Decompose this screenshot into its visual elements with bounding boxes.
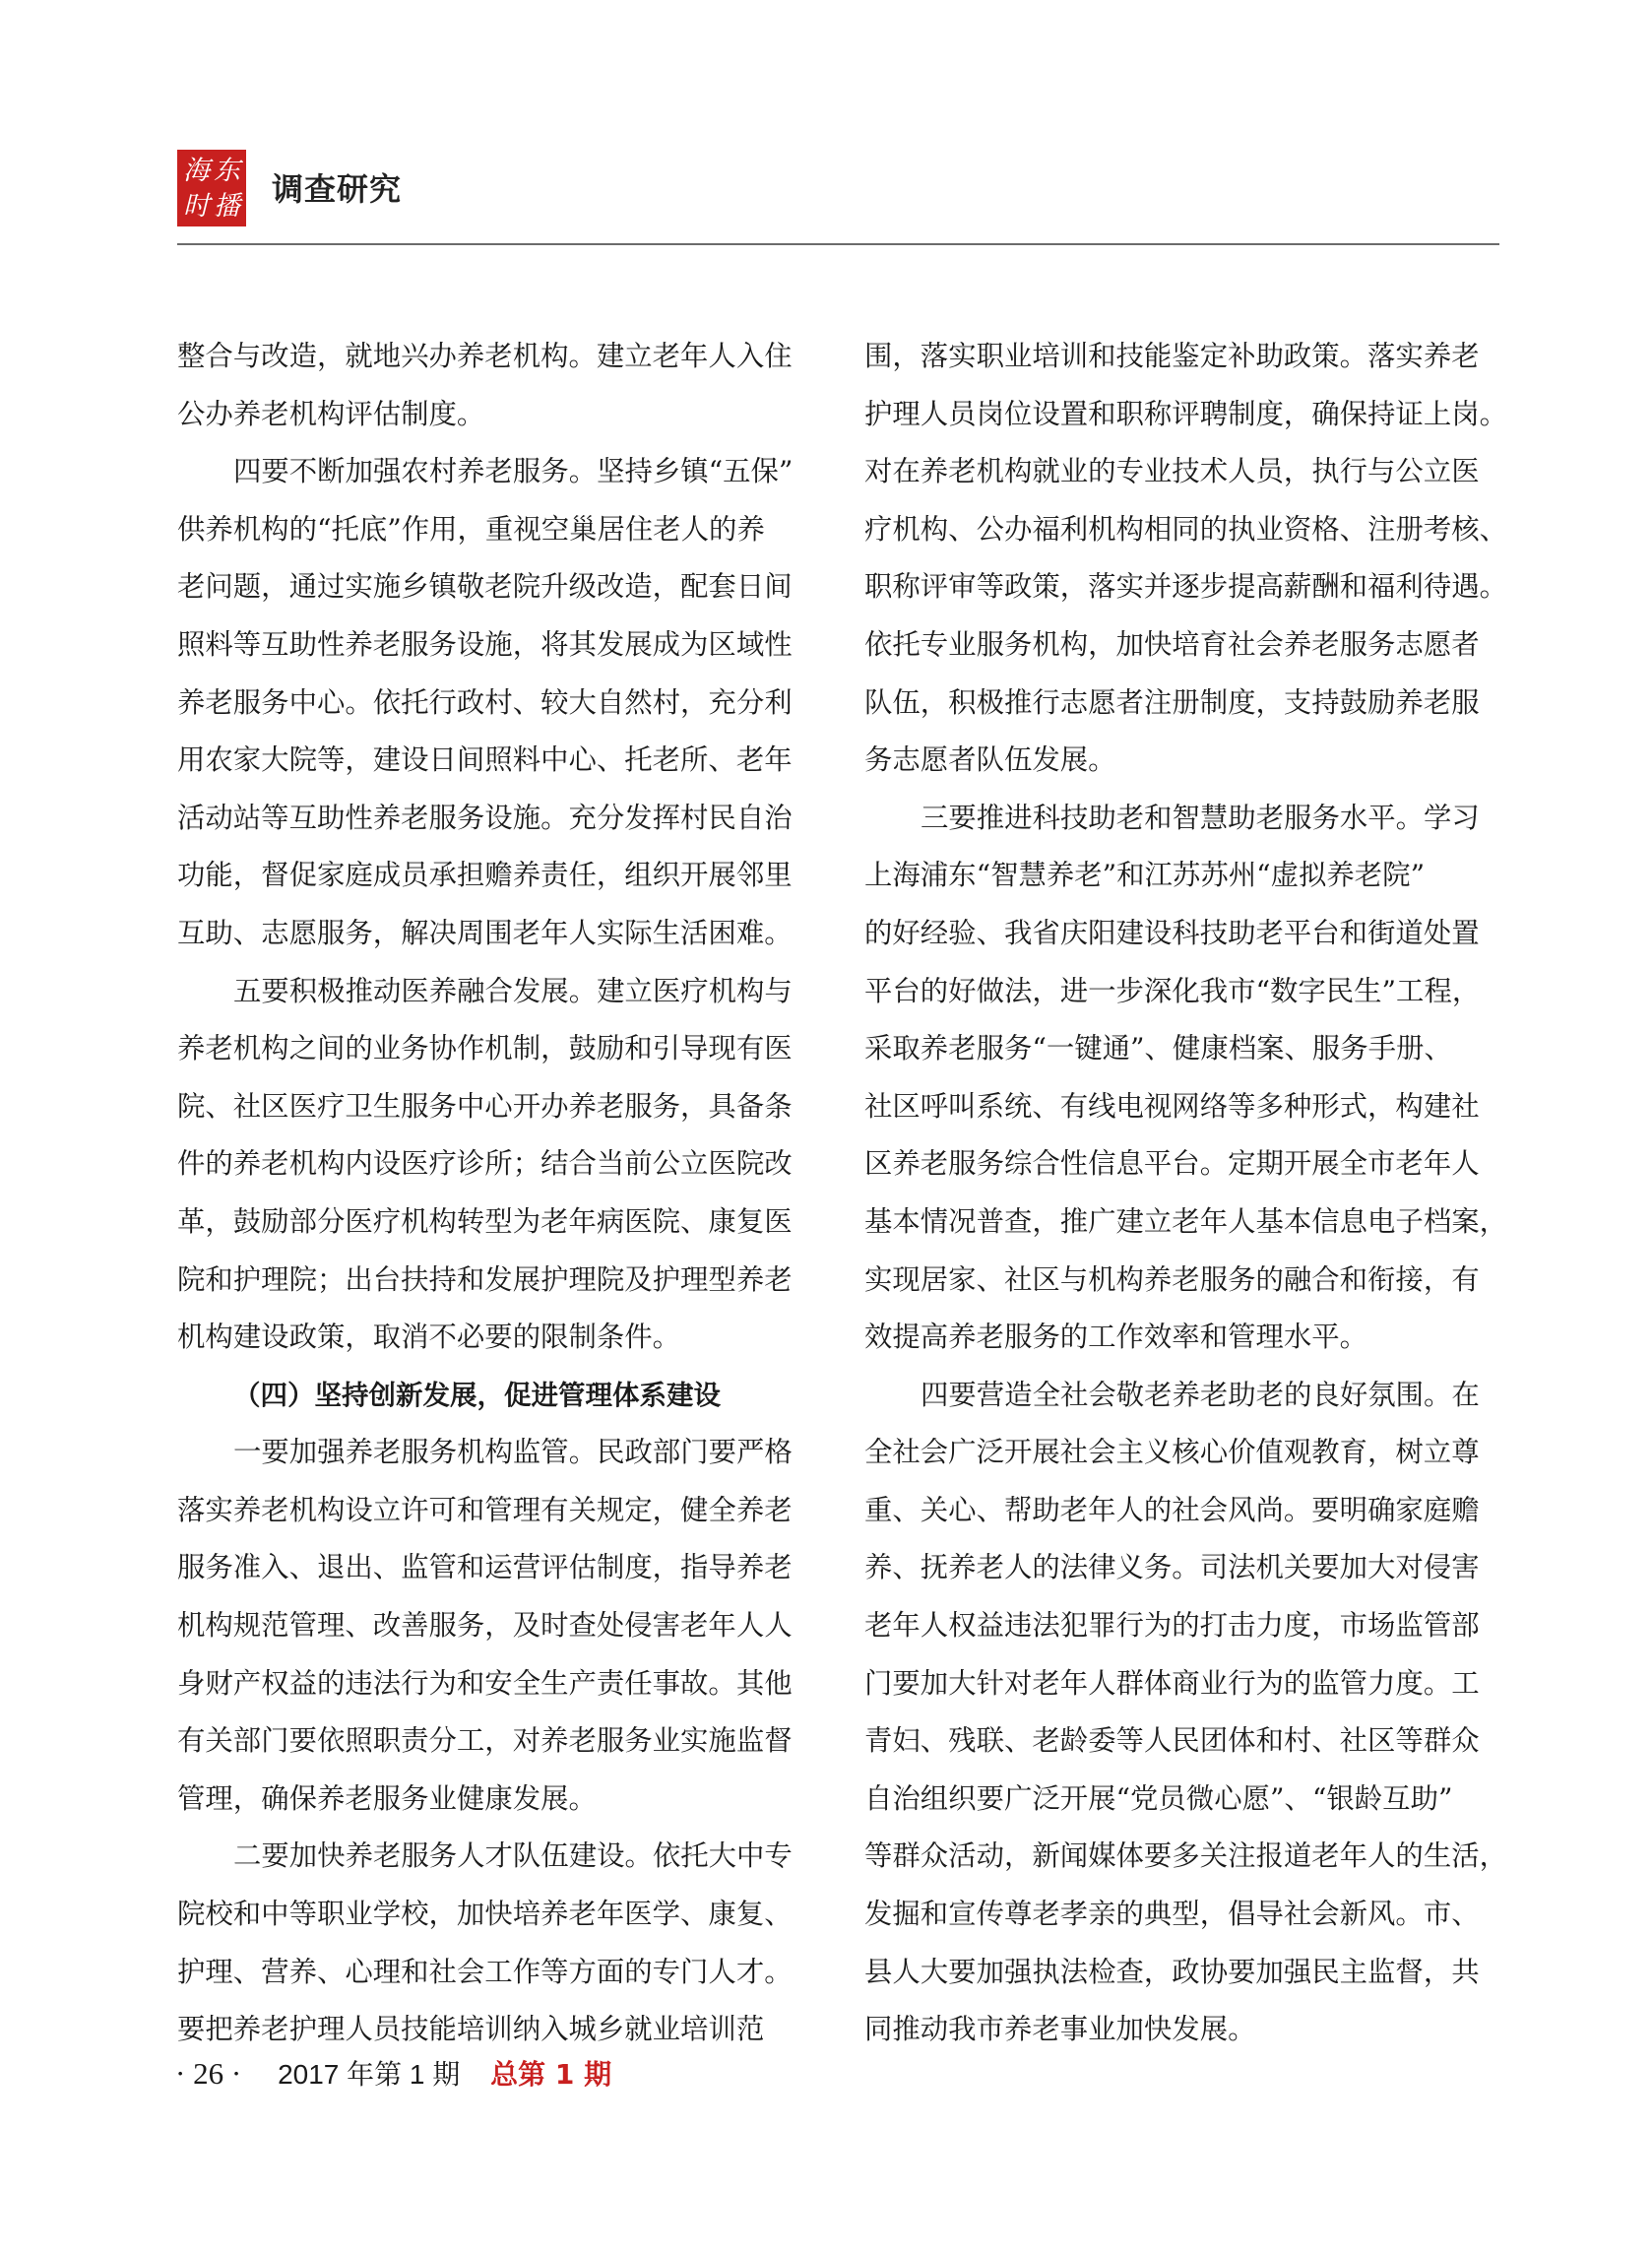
text-line: 有关部门要依照职责分工，对养老服务业实施监督: [177, 1724, 793, 1758]
text-line: 青妇、残联、老龄委等人民团体和村、社区等群众: [864, 1724, 1480, 1758]
text-line: 照料等互助性养老服务设施，将其发展成为区域性: [177, 627, 793, 661]
text-line: 一要加强养老服务机构监管。民政部门要严格: [233, 1436, 793, 1469]
right-column: [864, 328, 1507, 2059]
left-column: [177, 328, 810, 2059]
text-line: 护理、营养、心理和社会工作等方面的专门人才。: [177, 1955, 793, 1988]
text-line: 院和护理院；出台扶持和发展护理院及护理型养老: [177, 1262, 793, 1296]
text-line: 养老服务中心。依托行政村、较大自然村，充分利: [177, 685, 793, 719]
logo-char: 播: [214, 191, 240, 222]
text-line: 落实养老机构设立许可和管理有关规定，健全养老: [177, 1493, 793, 1526]
text-line: 平台的好做法，进一步深化我市“数字民生”工程，: [864, 974, 1481, 1007]
text-line: 院、社区医疗卫生服务中心开办养老服务，具备条: [177, 1089, 793, 1123]
text-line: 上海浦东“智慧养老”和江苏苏州“虚拟养老院”: [864, 859, 1426, 892]
text-line: 供养机构的“托底”作用，重视空巢居住老人的养: [177, 512, 765, 546]
magazine-logo: [177, 150, 246, 226]
text-line: 县人大要加强执法检查，政协要加强民主监督，共: [864, 1955, 1480, 1988]
text-line: 疗机构、公办福利机构相同的执业资格、注册考核、: [864, 512, 1507, 546]
subsection-heading: （四）坚持创新发展，促进管理体系建设: [233, 1379, 721, 1411]
text-line: 重、关心、帮助老年人的社会风尚。要明确家庭赡: [864, 1493, 1480, 1526]
text-line: 服务准入、退出、监管和运营评估制度，指导养老: [177, 1551, 793, 1584]
text-line: 二要加快养老服务人才队伍建设。依托大中专: [233, 1839, 793, 1873]
text-line: 互助、志愿服务，解决周围老年人实际生活困难。: [177, 916, 793, 949]
text-line: 区养老服务综合性信息平台。定期开展全市老年人: [864, 1147, 1480, 1181]
text-line: 门要加大针对老年人群体商业行为的监管力度。工: [864, 1666, 1480, 1700]
text-line: 老年人权益违法犯罪行为的打击力度，市场监管部: [864, 1609, 1480, 1643]
text-line: 职称评审等政策，落实并逐步提高薪酬和福利待遇。: [864, 570, 1507, 604]
text-line: 要把养老护理人员技能培训纳入城乡就业培训范: [177, 2013, 765, 2046]
text-line: 务志愿者队伍发展。: [864, 743, 1116, 777]
text-line: 采取养老服务“一键通”、健康档案、服务手册、: [864, 1032, 1452, 1065]
text-line: 基本情况普查，推广建立老年人基本信息电子档案，: [864, 1204, 1507, 1238]
text-line: 公办养老机构评估制度。: [177, 397, 485, 430]
logo-char: 时: [183, 191, 210, 222]
text-line: 依托专业服务机构，加快培育社会养老服务志愿者: [864, 627, 1480, 661]
text-line: 五要积极推动医养融合发展。建立医疗机构与: [233, 974, 793, 1007]
text-line: 效提高养老服务的工作效率和管理水平。: [864, 1321, 1368, 1354]
text-line: 护理人员岗位设置和职称评聘制度，确保持证上岗。: [864, 397, 1507, 430]
text-line: 活动站等互助性养老服务设施。充分发挥村民自治: [177, 801, 793, 834]
logo-char: 海: [183, 156, 210, 186]
text-line: 件的养老机构内设医疗诊所；结合当前公立医院改: [177, 1147, 793, 1181]
text-line: 实现居家、社区与机构养老服务的融合和衔接，有: [864, 1262, 1480, 1296]
issue-label: 2017 年第 1 期: [278, 2059, 461, 2090]
section-title: 调查研究: [272, 170, 403, 208]
text-line: 管理，确保养老服务业健康发展。: [177, 1781, 597, 1815]
text-line: 发掘和宣传尊老孝亲的典型，倡导社会新风。市、: [864, 1898, 1480, 1931]
text-line: 用农家大院等，建设日间照料中心、托老所、老年: [177, 743, 793, 777]
text-line: 对在养老机构就业的专业技术人员，执行与公立医: [864, 455, 1480, 488]
text-line: 四要不断加强农村养老服务。坚持乡镇“五保”: [233, 455, 794, 488]
text-line: 养老机构之间的业务协作机制，鼓励和引导现有医: [177, 1032, 793, 1065]
text-line: 养、抚养老人的法律义务。司法机关要加大对侵害: [864, 1551, 1480, 1584]
page-footer: [175, 2053, 611, 2093]
text-line: 队伍，积极推行志愿者注册制度，支持鼓励养老服: [864, 685, 1480, 719]
text-line: 机构建设政策，取消不必要的限制条件。: [177, 1321, 681, 1354]
text-line: 社区呼叫系统、有线电视网络等多种形式，构建社: [864, 1089, 1480, 1123]
text-line: 革，鼓励部分医疗机构转型为老年病医院、康复医: [177, 1204, 793, 1238]
text-line: 院校和中等职业学校，加快培养老年医学、康复、: [177, 1898, 793, 1931]
text-line: 自治组织要广泛开展“党员微心愿”、“银龄互助”: [864, 1781, 1453, 1815]
text-line: 老问题，通过实施乡镇敬老院升级改造，配套日间: [177, 570, 793, 604]
logo-char: 东: [214, 156, 240, 186]
text-line: 的好经验、我省庆阳建设科技助老平台和街道处置: [864, 916, 1480, 949]
total-issue-label: 总第 1 期: [490, 2058, 612, 2091]
text-line: 身财产权益的违法行为和安全生产责任事故。其他: [177, 1666, 793, 1700]
header-divider: [177, 243, 1499, 245]
text-line: 机构规范管理、改善服务，及时查处侵害老年人人: [177, 1609, 793, 1643]
text-line: 整合与改造，就地兴办养老机构。建立老年人入住: [177, 340, 793, 372]
page-number: · 26 ·: [175, 2056, 242, 2091]
text-line: 四要营造全社会敬老养老助老的良好氛围。在: [921, 1378, 1480, 1411]
text-line: 同推动我市养老事业加快发展。: [864, 2013, 1256, 2046]
text-line: 等群众活动，新闻媒体要多关注报道老年人的生活，: [864, 1839, 1507, 1873]
text-line: 功能，督促家庭成员承担赡养责任，组织开展邻里: [177, 859, 793, 892]
text-line: 围，落实职业培训和技能鉴定补助政策。落实养老: [864, 340, 1480, 372]
text-line: 全社会广泛开展社会主义核心价值观教育，树立尊: [864, 1436, 1480, 1469]
text-line: 三要推进科技助老和智慧助老服务水平。学习: [921, 801, 1480, 834]
